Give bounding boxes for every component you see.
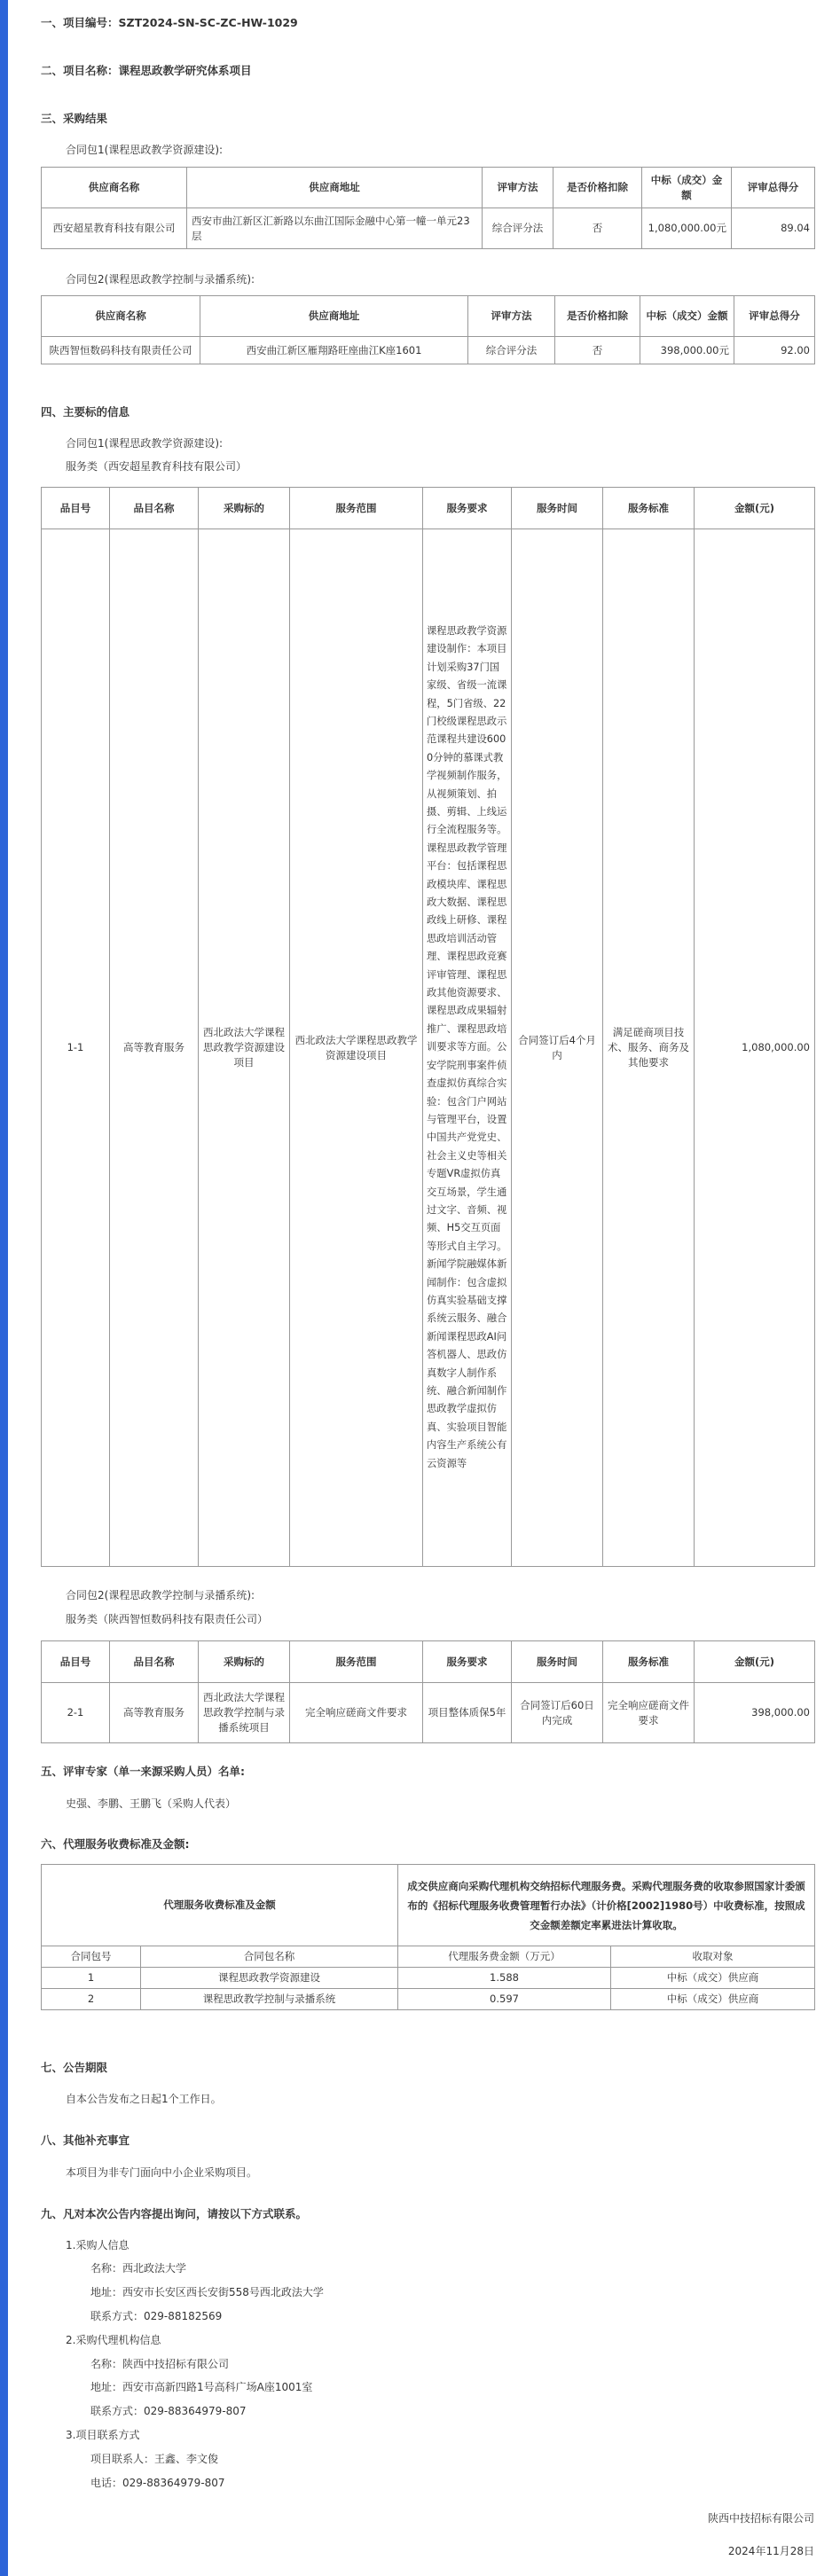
header-cell: 合同包名称 [141,1946,398,1968]
left-accent-bar [0,0,8,2576]
price-deduction: 否 [555,337,640,364]
project-contact-person: 项目联系人：王鑫、李文俊 [90,2453,219,2465]
header-cell: 是否价格扣除 [553,168,642,208]
table-row [42,337,815,364]
service-time: 合同签订后4个月内 [512,529,603,1567]
fee-payer: 中标（成交）供应商 [611,1968,815,1989]
fee-standard-row [42,1865,815,1946]
service-requirement: 课程思政教学资源建设制作：本项目计划采购37门国家级、省级一流课程，5门省级、22门校级课程思政示范课程共建设6000分钟的慕课式教学视频制作服务，从视频策划、拍摄、剪辑、上线运行全流程服务等。课程思政教学管理平台：包括课程思政模块库、课程思政大数据、课程思政线上研修、课程思政培训活动管理、课程思政竞赛评审管理、课程思政其他资源要求、课程思政成果辐射推广、课程思政培训要求等方面。公安学院刑事案件侦查虚拟仿真综合实验：包含门户网站与管理平台，设置中国共产党党史、社会主义史等相关专题VR虚拟仿真交互场景，学生通过文字、音频、视频、H5交互页面等形式自主学习。新闻学院融媒体新闻制作：包含虚拟仿真实验基础支撑系统云服务、融合新闻课程思政AI问答机器人、思政仿真数字人制作系统、融合新闻制作思政教学虚拟仿真、实验项目智能内容生产系统公有云资源等 [423,529,512,1567]
header-cell: 评审方法 [483,168,553,208]
footer-date: 2024年11月28日 [727,2545,814,2557]
package-number: 2 [42,1989,141,2010]
table-header-row [42,1641,815,1683]
purchaser-title: 1.采购人信息 [66,2239,130,2251]
service-standard: 完全响应磋商文件要求 [603,1683,695,1743]
notice-period-text: 自本公告发布之日起1个工作日。 [66,2093,222,2105]
header-cell: 品目名称 [110,488,199,529]
section-agency-fee: 六、代理服务收费标准及金额: [41,1837,190,1851]
package1-title: 合同包1(课程思政教学资源建设): [66,437,224,450]
purchaser-name: 名称：西北政法大学 [90,2262,187,2275]
supplier-address: 西安曲江新区雁翔路旺座曲江K座1601 [200,337,468,364]
agency-phone: 联系方式：029-88364979-807 [90,2405,247,2417]
section-project-number: 一、项目编号：SZT2024-SN-SC-ZC-HW-1029 [41,16,298,29]
review-method: 综合评分法 [483,208,553,249]
header-cell: 采购标的 [199,1641,290,1683]
item-number: 2-1 [42,1683,110,1743]
item-name: 高等教育服务 [110,1683,199,1743]
agency-name: 名称：陕西中技招标有限公司 [90,2358,230,2370]
header-cell: 合同包号 [42,1946,141,1968]
table-header-row [42,1946,815,1968]
header-cell: 收取对象 [611,1946,815,1968]
section-procurement-result: 三、采购结果 [41,112,108,125]
item-name: 高等教育服务 [110,529,199,1567]
package-name: 课程思政教学控制与录播系统 [141,1989,398,2010]
header-cell: 品目号 [42,1641,110,1683]
agency-address: 地址：西安市高新四路1号高科广场A座1001室 [90,2381,313,2393]
fee-standard-text: 成交供应商向采购代理机构交纳招标代理服务费。采购代理服务费的收取参照国家计委颁布的《招标代理服务收费管理暂行办法》（计价格[2002]1980号）中收费标准，按照成交金额差额定率累进法计算收取。 [398,1865,815,1946]
service-scope: 完全响应磋商文件要求 [290,1683,423,1743]
header-cell: 供应商地址 [200,296,468,337]
header-cell: 中标（成交）金额 [642,168,732,208]
header-cell: 服务时间 [512,1641,603,1683]
award-amount: 1,080,000.00元 [642,208,732,249]
section-contact: 九、凡对本次公告内容提出询问，请按以下方式联系。 [41,2207,308,2220]
price-deduction: 否 [553,208,642,249]
header-cell: 中标（成交）金额 [640,296,734,337]
table-row [42,208,815,249]
table-row [42,1968,815,1989]
project-contact-phone: 电话：029-88364979-807 [90,2477,225,2489]
section-notice-period: 七、公告期限 [41,2061,108,2074]
fee-amount: 1.588 [398,1968,611,1989]
procurement-target: 西北政法大学课程思政教学控制与录播系统项目 [199,1683,290,1743]
service-category-2: 服务类（陕西智恒数码科技有限责任公司） [66,1613,269,1625]
service-scope: 西北政法大学课程思政教学资源建设项目 [290,529,423,1567]
service-standard: 满足磋商项目技术、服务、商务及其他要求 [603,529,695,1567]
package-name: 课程思政教学资源建设 [141,1968,398,1989]
header-cell: 是否价格扣除 [555,296,640,337]
table-row [42,1683,815,1743]
result-table-package2 [41,295,815,364]
item-number: 1-1 [42,529,110,1567]
section-project-name: 二、项目名称：课程思政教学研究体系项目 [41,64,252,77]
header-cell: 评审总得分 [734,296,815,337]
header-cell: 供应商地址 [187,168,483,208]
header-cell: 服务范围 [290,488,423,529]
result-table-package1 [41,167,815,249]
header-cell: 服务范围 [290,1641,423,1683]
table-header-row [42,296,815,337]
package2-title: 合同包2(课程思政教学控制与录播系统): [66,273,255,286]
header-cell: 供应商名称 [42,296,200,337]
table-header-row [42,488,815,529]
section-main-subject: 四、主要标的信息 [41,405,130,419]
supplier-name: 西安超星教育科技有限公司 [42,208,187,249]
package-number: 1 [42,1968,141,1989]
table-header-row [42,168,815,208]
agency-title: 2.采购代理机构信息 [66,2334,161,2346]
service-category-1: 服务类（西安超星教育科技有限公司） [66,460,247,473]
service-requirement: 项目整体质保5年 [423,1683,512,1743]
expert-list: 史强、李鹏、王鹏飞（采购人代表） [66,1797,237,1810]
header-cell: 服务时间 [512,488,603,529]
supplier-address: 西安市曲江新区汇新路以东曲江国际金融中心第一幢一单元23层 [187,208,483,249]
header-cell: 评审总得分 [732,168,815,208]
footer-organization: 陕西中技招标有限公司 [707,2512,814,2525]
fee-payer: 中标（成交）供应商 [611,1989,815,2010]
amount: 1,080,000.00 [695,529,815,1567]
header-cell: 采购标的 [199,488,290,529]
service-time: 合同签订后60日内完成 [512,1683,603,1743]
fee-amount: 0.597 [398,1989,611,2010]
total-score: 89.04 [732,208,815,249]
review-method: 综合评分法 [468,337,555,364]
header-cell: 服务标准 [603,1641,695,1683]
subject-table-package2 [41,1640,815,1743]
header-cell: 评审方法 [468,296,555,337]
package1-title: 合同包1(课程思政教学资源建设): [66,144,224,156]
table-row [42,1989,815,2010]
purchaser-phone: 联系方式：029-88182569 [90,2310,223,2322]
supplier-name: 陕西智恒数码科技有限责任公司 [42,337,200,364]
section-experts: 五、评审专家（单一来源采购人员）名单: [41,1765,245,1778]
purchaser-address: 地址：西安市长安区西长安街558号西北政法大学 [90,2286,324,2298]
package2-title: 合同包2(课程思政教学控制与录播系统): [66,1589,255,1601]
procurement-target: 西北政法大学课程思政教学资源建设项目 [199,529,290,1567]
fee-standard-label: 代理服务收费标准及金额 [42,1865,398,1946]
header-cell: 金额(元) [695,488,815,529]
other-matters-text: 本项目为非专门面向中小企业采购项目。 [66,2166,258,2179]
header-cell: 品目名称 [110,1641,199,1683]
table-row [42,529,815,1567]
section-other-matters: 八、其他补充事宜 [41,2134,130,2147]
header-cell: 服务标准 [603,488,695,529]
award-amount: 398,000.00元 [640,337,734,364]
total-score: 92.00 [734,337,815,364]
header-cell: 服务要求 [423,488,512,529]
header-cell: 代理服务费金额（万元） [398,1946,611,1968]
project-contact-title: 3.项目联系方式 [66,2429,140,2441]
header-cell: 服务要求 [423,1641,512,1683]
header-cell: 供应商名称 [42,168,187,208]
subject-table-package1 [41,487,815,1567]
amount: 398,000.00 [695,1683,815,1743]
header-cell: 金额(元) [695,1641,815,1683]
header-cell: 品目号 [42,488,110,529]
agency-fee-table [41,1864,815,2010]
